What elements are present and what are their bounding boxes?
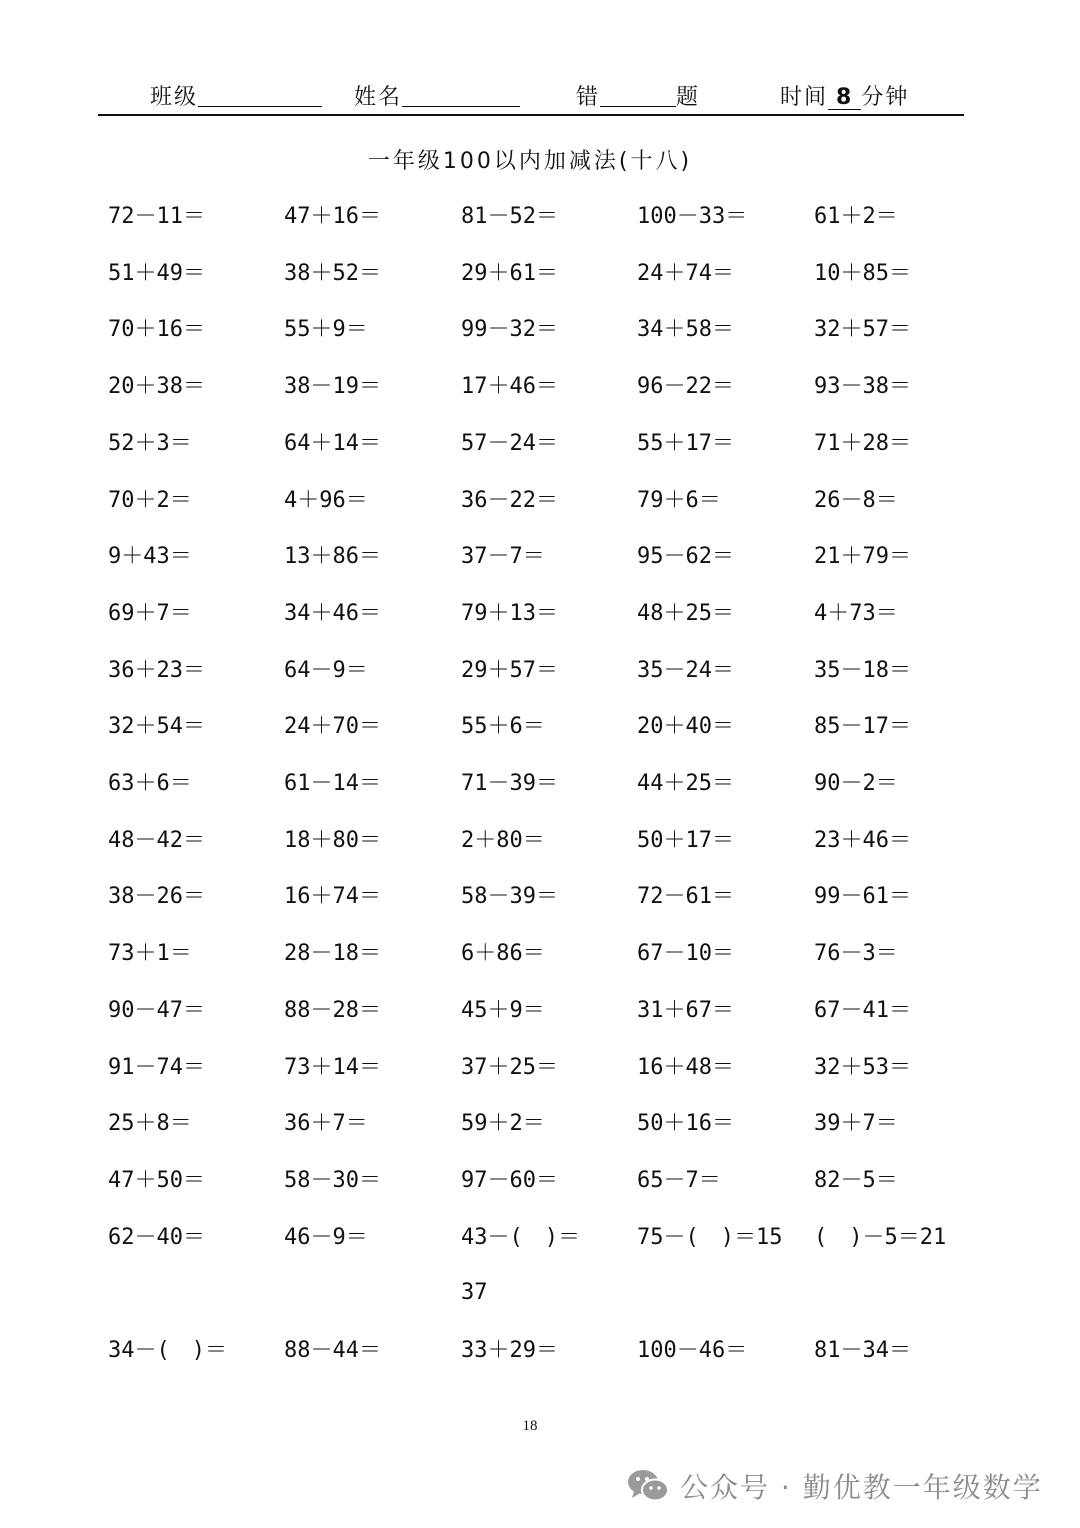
time-label: 时间 [780, 85, 829, 110]
problem-r2-c4: 24＋74＝ [637, 260, 734, 286]
problem-r15-c1: 90－47＝ [108, 997, 205, 1023]
problem-r11-c3: 71－39＝ [461, 771, 558, 796]
time-value: 8 [828, 87, 861, 110]
problem-r19-c2: 46－9＝ [284, 1224, 368, 1250]
problem-r1-c4: 100－33＝ [637, 204, 748, 229]
problem-r21-c5: 81－34＝ [814, 1338, 911, 1363]
problem-r11-c1: 63＋6＝ [108, 771, 192, 796]
problem-r4-c2: 38－19＝ [284, 374, 381, 400]
worksheet-header [98, 72, 964, 116]
problem-r10-c1: 32＋54＝ [108, 714, 205, 740]
problem-r17-c4: 50＋16＝ [637, 1111, 734, 1137]
wrong-label: 错 [576, 85, 601, 110]
problem-r15-c3: 45＋9＝ [461, 997, 545, 1023]
problem-r9-c3: 29＋57＝ [461, 657, 558, 683]
problem-r4-c5: 93－38＝ [814, 374, 911, 400]
problem-r6-c1: 70＋2＝ [108, 487, 192, 513]
problem-r14-c5: 76－3＝ [814, 941, 898, 967]
problem-r9-c5: 35－18＝ [814, 657, 911, 683]
problem-r16-c3: 37＋25＝ [461, 1054, 558, 1080]
problem-r19-c1: 62－40＝ [108, 1224, 205, 1250]
problem-r18-c5: 82－5＝ [814, 1167, 898, 1193]
problem-r11-c2: 61－14＝ [284, 771, 381, 796]
problem-r9-c2: 64－9＝ [284, 657, 368, 683]
problem-r14-c4: 67－10＝ [637, 941, 734, 967]
problem-r14-c2: 28－18＝ [284, 941, 381, 967]
problem-r7-c2: 13＋86＝ [284, 544, 381, 570]
problem-r8-c2: 34＋46＝ [284, 600, 381, 626]
wechat-icon [626, 1468, 670, 1504]
problem-r10-c3: 55＋6＝ [461, 714, 545, 740]
problem-r5-c5: 71＋28＝ [814, 430, 911, 456]
problem-r19-c3: 43－( )＝ [461, 1224, 580, 1250]
problem-r17-c2: 36＋7＝ [284, 1111, 368, 1137]
problem-r5-c3: 57－24＝ [461, 430, 558, 456]
problem-r1-c5: 61＋2＝ [814, 204, 898, 229]
problem-r5-c2: 64＋14＝ [284, 430, 381, 456]
wrong-count-field [576, 80, 700, 111]
problem-r16-c4: 16＋48＝ [637, 1054, 734, 1080]
page-number: 18 [522, 1418, 538, 1434]
problem-r21-c4: 100－46＝ [637, 1338, 748, 1363]
problem-r5-c4: 55＋17＝ [637, 430, 734, 456]
problem-r10-c2: 24＋70＝ [284, 714, 381, 740]
problem-r12-c1: 48－42＝ [108, 827, 205, 853]
problem-r5-c1: 52＋3＝ [108, 430, 192, 456]
problem-r1-c3: 81－52＝ [461, 204, 558, 229]
problem-r12-c4: 50＋17＝ [637, 827, 734, 853]
problem-r15-c5: 67－41＝ [814, 997, 911, 1023]
problem-r4-c1: 20＋38＝ [108, 374, 205, 400]
problem-r13-c1: 38－26＝ [108, 884, 205, 910]
class-label: 班级 [150, 85, 199, 110]
problem-r17-c3: 59＋2＝ [461, 1111, 545, 1137]
problem-r12-c5: 23＋46＝ [814, 827, 911, 853]
problem-r11-c5: 90－2＝ [814, 771, 898, 796]
problem-r14-c1: 73＋1＝ [108, 941, 192, 967]
problem-r2-c1: 51＋49＝ [108, 260, 205, 286]
time-unit: 分钟 [861, 85, 910, 110]
watermark [626, 1464, 1043, 1508]
problem-r18-c3: 97－60＝ [461, 1167, 558, 1193]
watermark-text: 公众号 · 勤优教一年级数学 [680, 1471, 1043, 1504]
problem-r11-c4: 44＋25＝ [637, 771, 734, 796]
worksheet-title: 一年级100以内加减法(十八) [367, 149, 693, 174]
problem-r21-c2: 88－44＝ [284, 1338, 381, 1363]
problem-r13-c2: 16＋74＝ [284, 884, 381, 910]
problem-r3-c1: 70＋16＝ [108, 317, 205, 343]
problem-r16-c5: 32＋53＝ [814, 1054, 911, 1080]
problem-r3-c3: 99－32＝ [461, 317, 558, 343]
problem-r6-c5: 26－8＝ [814, 487, 898, 513]
problem-r3-c2: 55＋9＝ [284, 317, 368, 343]
name-blank [402, 86, 520, 107]
name-label: 姓名 [354, 85, 403, 110]
problem-r12-c2: 18＋80＝ [284, 827, 381, 853]
problem-r9-c4: 35－24＝ [637, 657, 734, 683]
problem-r2-c5: 10＋85＝ [814, 260, 911, 286]
problem-r10-c5: 85－17＝ [814, 714, 911, 740]
problem-r14-c3: 6＋86＝ [461, 941, 545, 967]
problem-r7-c4: 95－62＝ [637, 544, 734, 570]
problem-r7-c1: 9＋43＝ [108, 544, 192, 570]
problem-r13-c3: 58－39＝ [461, 884, 558, 910]
name-field [354, 80, 520, 111]
problem-r15-c2: 88－28＝ [284, 997, 381, 1023]
problem-r17-c5: 39＋7＝ [814, 1111, 898, 1137]
problem-r18-c1: 47＋50＝ [108, 1167, 205, 1193]
class-field [150, 80, 322, 111]
wrong-blank [600, 86, 676, 107]
problem-r12-c3: 2＋80＝ [461, 827, 545, 853]
class-blank [198, 86, 322, 107]
problem-r16-c1: 91－74＝ [108, 1054, 205, 1080]
problem-r7-c5: 21＋79＝ [814, 544, 911, 570]
problem-r18-c2: 58－30＝ [284, 1167, 381, 1193]
wrong-unit: 题 [676, 85, 701, 110]
problem-r16-c2: 73＋14＝ [284, 1054, 381, 1080]
problem-r1-c2: 47＋16＝ [284, 204, 381, 229]
problem-r15-c4: 31＋67＝ [637, 997, 734, 1023]
problem-r21-c3: 33＋29＝ [461, 1338, 558, 1363]
problem-r20-c3: 37 [461, 1280, 488, 1305]
problem-r7-c3: 37－7＝ [461, 544, 545, 570]
problem-r8-c4: 48＋25＝ [637, 600, 734, 626]
problem-r9-c1: 36＋23＝ [108, 657, 205, 683]
problem-r6-c4: 79＋6＝ [637, 487, 721, 513]
problem-r8-c3: 79＋13＝ [461, 600, 558, 626]
problem-r21-c1: 34－( )＝ [108, 1338, 227, 1363]
problem-r2-c2: 38＋52＝ [284, 260, 381, 286]
problem-r19-c4: 75－( )＝15 [637, 1224, 783, 1250]
problem-r2-c3: 29＋61＝ [461, 260, 558, 286]
problem-r18-c4: 65－7＝ [637, 1167, 721, 1193]
problem-r8-c1: 69＋7＝ [108, 600, 192, 626]
problem-r10-c4: 20＋40＝ [637, 714, 734, 740]
problem-r13-c4: 72－61＝ [637, 884, 734, 910]
problem-r13-c5: 99－61＝ [814, 884, 911, 910]
problem-r6-c3: 36－22＝ [461, 487, 558, 513]
problem-r1-c1: 72－11＝ [108, 204, 205, 229]
time-field [780, 80, 909, 111]
problem-r3-c4: 34＋58＝ [637, 317, 734, 343]
problem-r17-c1: 25＋8＝ [108, 1111, 192, 1137]
problem-r19-c5: ( )－5＝21 [814, 1224, 947, 1250]
problem-r6-c2: 4＋96＝ [284, 487, 368, 513]
problem-r8-c5: 4＋73＝ [814, 600, 898, 626]
problem-r4-c4: 96－22＝ [637, 374, 734, 400]
problem-r4-c3: 17＋46＝ [461, 374, 558, 400]
problem-r3-c5: 32＋57＝ [814, 317, 911, 343]
